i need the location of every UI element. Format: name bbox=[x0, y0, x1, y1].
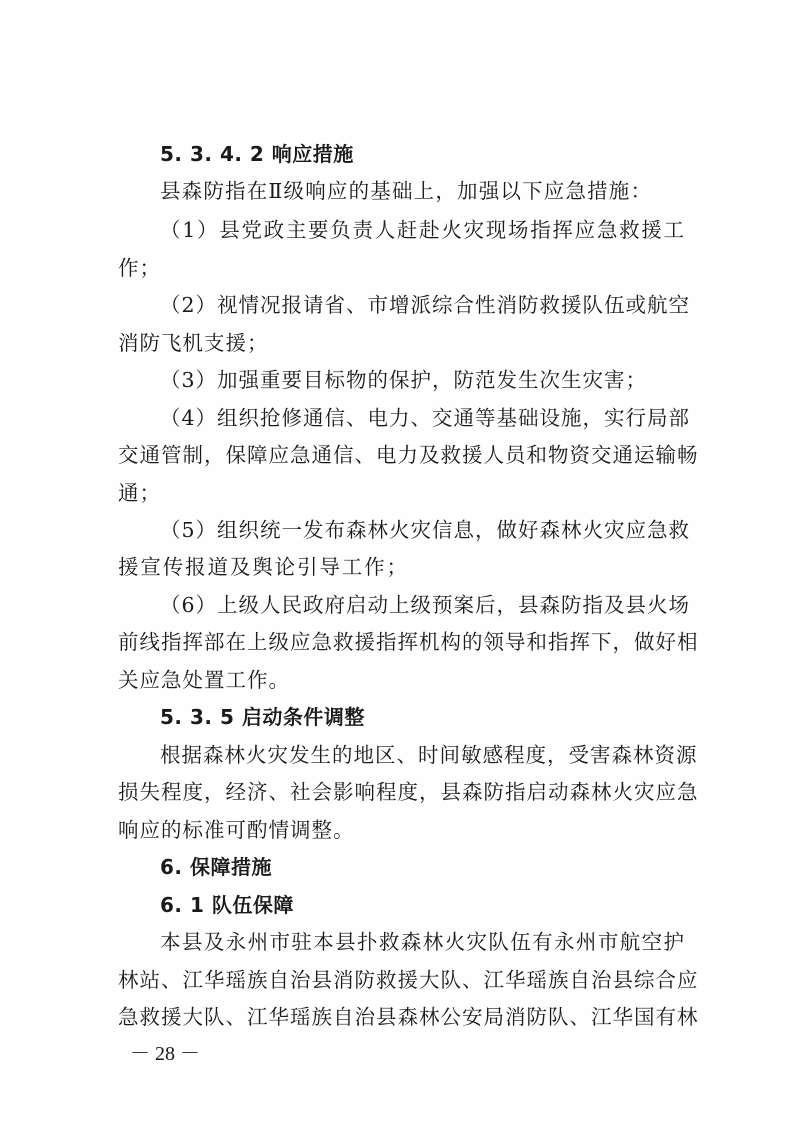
list-item-4-line: 通； bbox=[118, 481, 161, 505]
list-item-6-line: 前线指挥部在上级应急救援指挥机构的领导和指挥下，做好相 bbox=[118, 630, 699, 654]
list-item-5-line: （5）组织统一发布森林火灾信息，做好森林火灾应急救 bbox=[160, 518, 691, 542]
list-item-1-line: 作； bbox=[118, 256, 161, 280]
paragraph-line: 急救援大队、江华瑶族自治县森林公安局消防队、江华国有林 bbox=[118, 1005, 699, 1029]
list-item-4-line: 交通管制，保障应急通信、电力及救援人员和物资交通运输畅 bbox=[118, 443, 699, 467]
section-heading-5-3-5: 5. 3. 5 启动条件调整 bbox=[160, 705, 365, 729]
paragraph-line: 响应的标准可酌情调整。 bbox=[118, 818, 355, 842]
list-item-3-line: （3）加强重要目标物的保护，防范发生次生灾害； bbox=[160, 368, 648, 392]
list-item-5-line: 援宣传报道及舆论引导工作； bbox=[118, 555, 408, 579]
paragraph-line: 根据森林火灾发生的地区、时间敏感程度，受害森林资源 bbox=[160, 743, 698, 767]
list-item-2-line: （2）视情况报请省、市增派综合性消防救援队伍或航空 bbox=[160, 293, 691, 317]
paragraph-line: 损失程度，经济、社会影响程度，县森防指启动森林火灾应急 bbox=[118, 780, 699, 804]
paragraph-line: 县森防指在Ⅱ级响应的基础上，加强以下应急措施： bbox=[160, 179, 652, 203]
list-item-6-line: （6）上级人民政府启动上级预案后，县森防指及县火场 bbox=[160, 593, 691, 617]
list-item-1-line: （1）县党政主要负责人赶赴火灾现场指挥应急救援工 bbox=[160, 218, 685, 242]
section-heading-5-3-4-2: 5. 3. 4. 2 响应措施 bbox=[160, 142, 354, 166]
paragraph-line: 林站、江华瑶族自治县消防救援大队、江华瑶族自治县综合应 bbox=[118, 968, 699, 992]
page-number: － 28 － bbox=[130, 1043, 200, 1065]
list-item-6-line: 关应急处置工作。 bbox=[118, 668, 290, 692]
list-item-4-line: （4）组织抢修通信、电力、交通等基础设施，实行局部 bbox=[160, 406, 691, 430]
section-heading-6-1: 6. 1 队伍保障 bbox=[160, 893, 294, 917]
list-item-2-line: 消防飞机支援； bbox=[118, 331, 269, 355]
paragraph-line: 本县及永州市驻本县扑救森林火灾队伍有永州市航空护 bbox=[160, 930, 685, 954]
section-heading-6: 6. 保障措施 bbox=[160, 855, 272, 879]
